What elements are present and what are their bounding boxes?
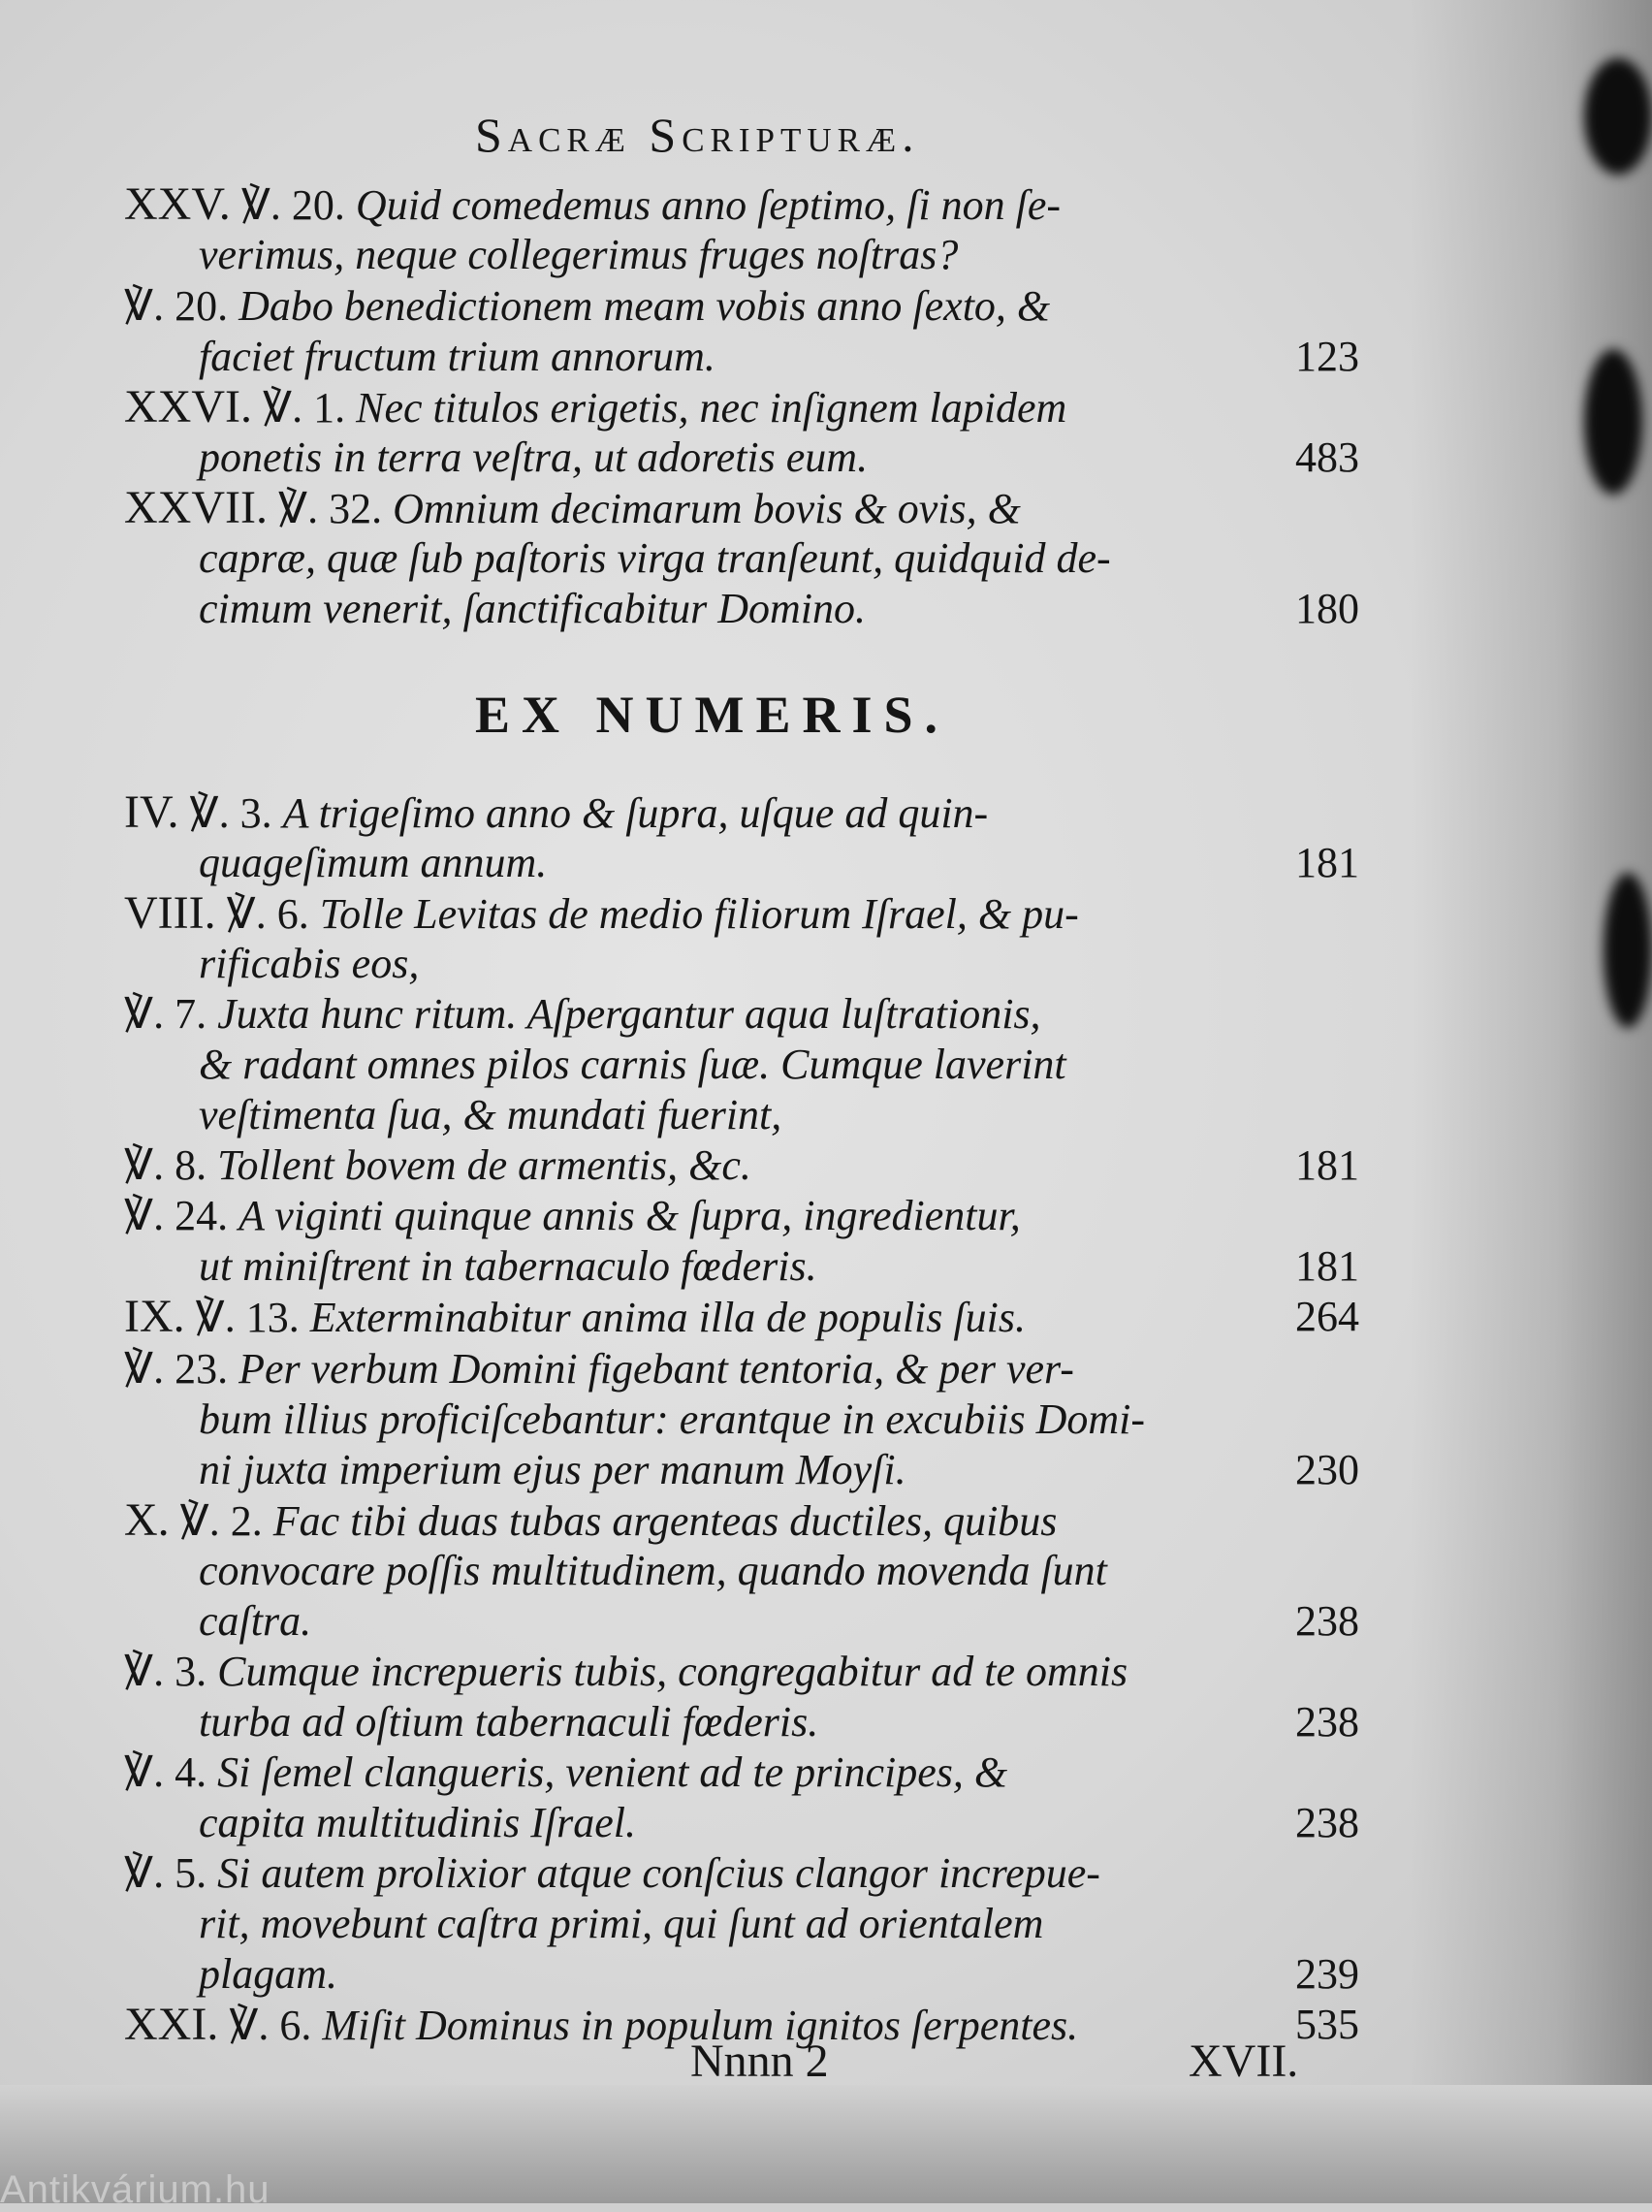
verse-text: Omnium decimarum bovis & ovis, & [393,485,1021,532]
index-line [124,787,988,839]
catchword: XVII. [1189,2036,1299,2087]
verse-text: Quid comedemus anno ſeptimo, ſi non ſe- [355,181,1062,229]
index-line [124,1495,1057,1547]
verse-text: turba ad oſtium tabernaculi fœderis. [199,1698,819,1746]
verse-text: Miſit Dominus in populum ignitos ſerpentes. [322,2002,1079,2049]
chapter-ref: XXI. [124,1999,219,2050]
index-line [199,1040,1066,1090]
verse-text: Nec titulos erigetis, nec inſignem lapidem [356,384,1067,432]
index-line [124,281,1050,332]
signature-mark: Nnnn 2 [690,2036,829,2087]
verse-ref: ℣. 1. [262,384,346,432]
page-number: 238 [1295,1597,1359,1645]
page-number: 181 [1295,1141,1359,1189]
verse-text: Si autem prolixior atque conſcius clangor increpue- [217,1849,1100,1897]
verse-ref: ℣. 32. [277,485,383,532]
index-line [124,1344,1074,1395]
index-line [199,230,958,280]
index-line [199,533,1111,584]
verse-text: ni juxta imperium ejus per manum Moyſi. [199,1446,906,1493]
verse-text: ponetis in terra veſtra, ut adoretis eum. [199,433,869,481]
watermark: Antikvárium.hu [0,2168,270,2211]
water-stain [1410,0,1652,2203]
verse-ref: ℣. 3. [189,789,272,837]
index-line [199,1395,1145,1445]
index-line [124,382,1066,433]
chapter-ref: XXV. [124,178,231,230]
verse-ref: ℣. 8. [124,1141,207,1189]
verse-ref: ℣. 2. [179,1497,263,1545]
verse-ref: ℣. 13. [195,1294,300,1341]
verse-ref: ℣. 23. [124,1345,229,1393]
index-line [199,332,715,382]
verse-text: cimum venerit, ſanctificabitur Domino. [199,585,866,632]
index-line [124,2000,1078,2051]
index-line [124,1191,1021,1241]
page-number: 180 [1295,585,1359,632]
index-line [199,838,547,888]
verse-text: Cumque increpueris tubis, congregabitur ad te omnis [217,1648,1128,1695]
verse-ref: ℣. 5. [124,1849,207,1897]
chapter-ref: IV. [124,786,179,838]
verse-text: Tolle Levitas de medio filiorum Iſrael, & pu- [319,890,1079,938]
verse-text: rificabis eos, [199,940,420,987]
verse-ref: ℣. 6. [229,2002,312,2049]
page-number: 230 [1295,1446,1359,1493]
index-line [199,1949,337,2000]
running-head: Sacræ Scripturæ. [475,108,920,162]
index-line [124,1292,1026,1343]
page-number: 181 [1295,839,1359,886]
verse-text: convocare poſſis multitudinem, quando movenda ſunt [199,1547,1107,1594]
chapter-ref: IX. [124,1291,185,1342]
ink-blot [1584,349,1642,495]
verse-text: verimus, neque collegerimus fruges noſtras? [199,231,959,278]
index-line [124,1647,1128,1697]
chapter-ref: XXVI. [124,381,252,433]
verse-ref: ℣. 4. [124,1748,207,1796]
index-line [124,483,1021,534]
verse-ref: ℣. 6. [226,890,309,938]
ink-blot [1604,873,1652,1028]
index-line [199,1596,311,1647]
index-line [199,1445,906,1495]
verse-ref: ℣. 7. [124,990,207,1038]
page-number: 483 [1295,433,1359,481]
page-number: 264 [1295,1293,1359,1340]
verse-text: quageſimum annum. [199,839,548,886]
index-line [199,1697,818,1747]
verse-text: A viginti quinque annis & ſupra, ingredientur, [238,1192,1021,1239]
verse-text: & radant omnes pilos carnis ſuæ. Cumque laverint [199,1041,1066,1088]
chapter-ref: X. [124,1494,170,1546]
page-number: 239 [1295,1950,1359,1998]
verse-text: capræ, quæ ſub paſtoris virga tranſeunt, quidquid de- [199,534,1111,582]
verse-ref: ℣. 20. [240,181,345,229]
verse-text: Juxta hunc ritum. Aſpergantur aqua luſtrationis, [217,990,1041,1038]
verse-text: Si ſemel clangueris, venient ad te principes, & [217,1748,1008,1796]
page-number: 238 [1295,1698,1359,1746]
index-line [124,179,1061,231]
verse-text: plagam. [199,1950,337,1998]
verse-text: faciet fructum trium annorum. [199,333,715,380]
verse-text: Dabo benedictionem meam vobis anno ſexto, & [238,282,1051,330]
verse-text: ut miniſtrent in tabernaculo fœderis. [199,1242,817,1290]
page-number: 535 [1295,2001,1359,2048]
verse-text: caſtra. [199,1597,312,1645]
verse-text: capita multitudinis Iſrael. [199,1799,636,1846]
verse-text: A trigeſimo anno & ſupra, uſque ad quin- [282,789,989,837]
verse-ref: ℣. 20. [124,282,229,330]
verse-text: Tollent bovem de armentis, &c. [217,1141,751,1189]
chapter-ref: XXVII. [124,482,268,533]
index-line [124,1747,1007,1798]
index-line [199,1798,636,1848]
ink-blot [1584,58,1652,175]
page-number: 123 [1295,333,1359,380]
verse-text: Fac tibi duas tubas argenteas ductiles, quibus [272,1497,1058,1545]
index-line [199,939,419,989]
index-line [199,1546,1107,1596]
verse-text: rit, movebunt caſtra primi, qui ſunt ad orientalem [199,1900,1044,1947]
page-number: 238 [1295,1799,1359,1846]
verse-text: Per verbum Domini figebant tentoria, & per ver- [238,1345,1074,1393]
index-line [124,1848,1100,1899]
verse-ref: ℣. 24. [124,1192,229,1239]
index-line [124,888,1079,940]
index-line [199,433,868,483]
index-line [199,584,866,634]
section-title: EX NUMERIS. [475,686,950,744]
verse-ref: ℣. 3. [124,1648,207,1695]
verse-text: veſtimenta ſua, & mundati fuerint, [199,1091,782,1138]
index-line [199,1241,817,1292]
index-line [124,1140,751,1191]
index-line [199,1899,1043,1949]
verse-text: bum illius proficiſcebantur: erantque in excubiis Domi- [199,1395,1145,1443]
index-line [124,989,1041,1040]
page-number: 181 [1295,1242,1359,1290]
chapter-ref: VIII. [124,887,216,939]
index-line [199,1090,781,1140]
verse-text: Exterminabitur anima illa de populis ſuis. [309,1294,1026,1341]
